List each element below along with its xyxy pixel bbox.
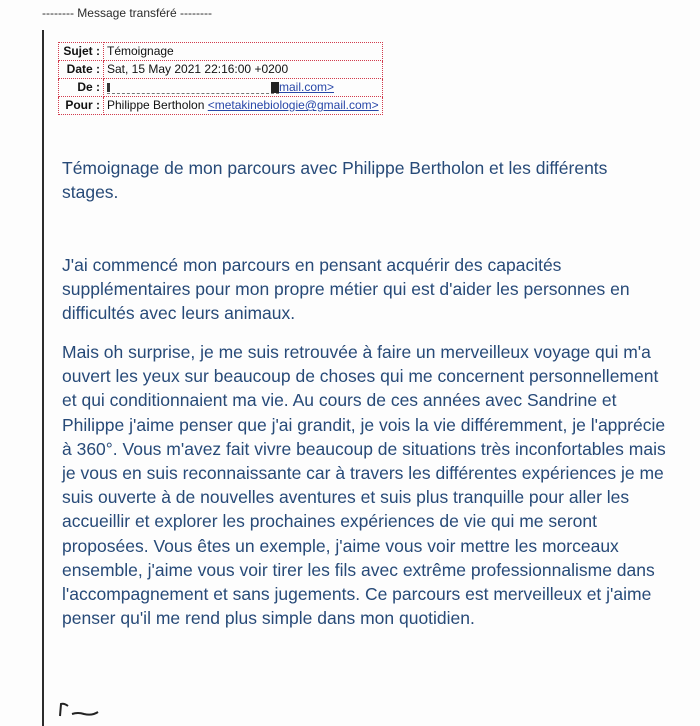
date-value: Sat, 15 May 2021 22:16:00 +0200 xyxy=(104,61,383,79)
date-label: Date : xyxy=(59,61,104,79)
to-email-link[interactable]: <metakinebiologie@gmail.com> xyxy=(207,98,379,112)
to-label: Pour : xyxy=(59,97,104,115)
forward-banner: -------- Message transféré -------- xyxy=(42,6,212,20)
paragraph-2: Mais oh surprise, je me suis retrouvée à faire un merveilleux voyage qui m'a ouvert les yeux sur beaucoup de choses qui me concernent personnellement et qui conditionnaient ma vie. Au cours de ces années avec Sandrine et Philippe j'aime penser que j'ai grandit, je vois la vie différemment, je l'apprécie à 360°. Vous m'avez fait vivre beaucoup de situations très inconfortables mais je vous en suis reconnaissante car à travers les différentes expériences je me suis ouverte à de nouvelles aventures et suis plus tranquille pour aller les accueillir et explorer les prochaines expériences de vie qui me seront proposées. Vous êtes un exemple, j'aime vous voir mettre les morceaux ensemble, j'aime vous voir tirer les fils avec extrême professionnalisme dans l'accompagnement et sans jugements. Ce parcours est merveilleux et j'aime penser qu'il me rend plus simple dans mon quotidien. xyxy=(62,342,666,629)
to-name: Philippe Bertholon xyxy=(107,98,208,112)
paragraph-1: J'ai commencé mon parcours en pensant acquérir des capacités supplémentaires pour mon propre métier qui est d'aider les personnes en difficultés avec leurs animaux. xyxy=(62,255,630,324)
from-value xyxy=(104,79,383,97)
from-email-link[interactable]: mail.com> xyxy=(279,80,335,94)
subject-value: Témoignage xyxy=(104,43,383,61)
message-title: Témoignage de mon parcours avec Philippe Bertholon et les différents stages. xyxy=(62,158,608,203)
redacted-sender xyxy=(107,82,279,94)
quote-rule xyxy=(42,30,44,726)
header-row-date xyxy=(59,61,383,79)
header-row-from xyxy=(59,79,383,97)
from-label: De : xyxy=(59,79,104,97)
email-header-table xyxy=(58,42,383,115)
header-row-to xyxy=(59,97,383,115)
to-value xyxy=(104,97,383,115)
subject-label: Sujet : xyxy=(59,43,104,61)
signature-mark-icon xyxy=(58,702,128,718)
header-row-subject xyxy=(59,43,383,61)
